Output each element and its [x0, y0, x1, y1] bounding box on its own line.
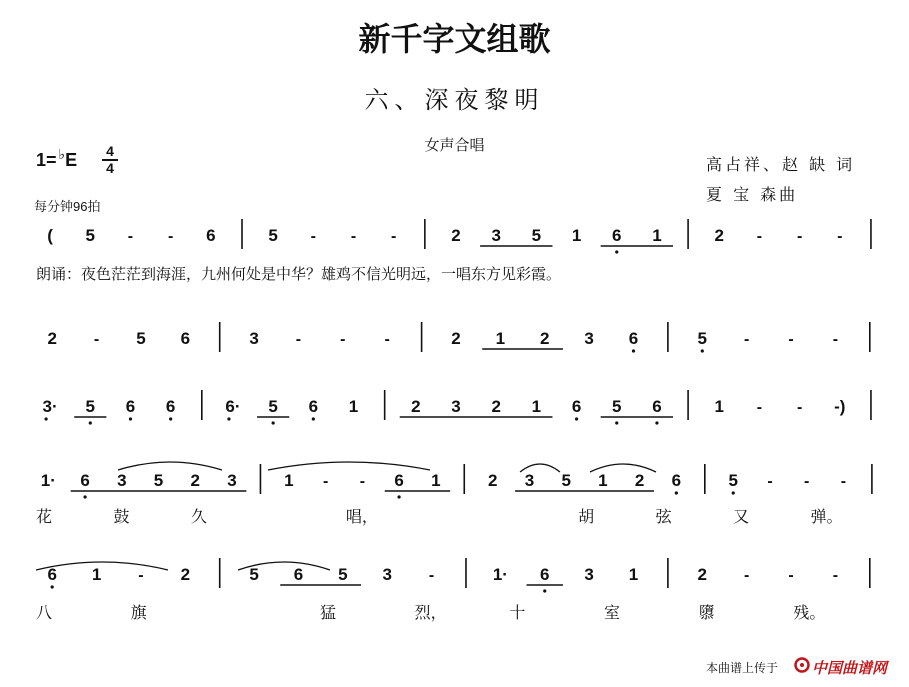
- dash-mark: -: [138, 567, 144, 584]
- note: 2: [451, 226, 461, 245]
- dash-mark: -: [391, 228, 397, 245]
- flat-sign: ♭: [58, 146, 66, 162]
- dash-mark: -: [322, 473, 329, 490]
- tempo-marking: 每分钟96拍: [34, 199, 101, 214]
- lyric-syllable: 十: [509, 603, 526, 622]
- note: (: [47, 226, 53, 245]
- note: 3: [451, 397, 461, 416]
- dash-mark: -: [340, 331, 346, 348]
- dash-mark: -: [837, 228, 843, 245]
- lyricist-credit: 高占祥、赵 缺 词: [706, 155, 856, 174]
- dash-mark: -: [359, 473, 366, 490]
- low-octave-dot: [615, 421, 618, 424]
- note: 2: [487, 471, 498, 490]
- low-octave-dot: [543, 589, 546, 592]
- lyric-syllable: 花: [36, 507, 53, 526]
- note: 2: [634, 471, 645, 490]
- dash-mark: -: [167, 228, 174, 245]
- note: 5: [561, 471, 571, 490]
- note: 6: [612, 226, 622, 245]
- note: 2: [180, 565, 191, 584]
- upload-note: 本曲谱上传于: [706, 661, 779, 675]
- note: 2: [190, 471, 200, 490]
- lyric-syllable: 旗: [130, 603, 147, 622]
- note: 5: [85, 397, 96, 416]
- note: 6: [571, 397, 582, 416]
- dash-mark: -: [743, 331, 750, 348]
- note: 2: [411, 397, 421, 416]
- note: 2: [540, 329, 550, 348]
- lyric-syllable: 室: [604, 603, 621, 622]
- narration-text: 朗诵：夜色茫茫到海涯，九州何处是中华？雄鸡不信光明远，一唱东方见彩霞。: [36, 265, 562, 283]
- lyric-syllable: 隳: [698, 603, 715, 622]
- lyric-syllable: 弹。: [810, 507, 843, 526]
- dash-mark: -: [796, 228, 803, 245]
- note: 2: [451, 329, 461, 348]
- note: -): [834, 397, 846, 416]
- dash-mark: -: [832, 567, 839, 584]
- dash-mark: -: [310, 228, 316, 245]
- note: 5: [249, 565, 259, 584]
- dash-mark: -: [788, 567, 794, 584]
- lyric-syllable: 唱，: [345, 507, 378, 526]
- note: 6: [47, 565, 57, 584]
- dash-mark: -: [756, 399, 763, 416]
- low-octave-dot: [655, 421, 658, 424]
- note: 3: [249, 329, 259, 348]
- dash-mark: -: [127, 228, 134, 245]
- time-bottom: 4: [106, 160, 114, 176]
- note: 1·: [40, 471, 56, 490]
- dash-mark: -: [350, 228, 357, 245]
- note: 1: [531, 397, 542, 416]
- lyric-syllable: 胡: [578, 507, 595, 526]
- dash-mark: -: [756, 228, 763, 245]
- note: 5: [153, 471, 164, 490]
- note: 6: [540, 565, 550, 584]
- note: 6: [628, 329, 639, 348]
- note: 6: [165, 397, 176, 416]
- lyric-syllable: 烈，: [414, 603, 447, 622]
- site-brand: 中国曲谱网: [812, 660, 888, 677]
- note: 3: [382, 565, 392, 584]
- low-octave-dot: [272, 421, 275, 424]
- note: 6: [308, 397, 319, 416]
- site-logo-icon: [794, 657, 810, 673]
- dash-mark: -: [428, 567, 435, 584]
- note: 5: [85, 226, 96, 245]
- lyric-syllable: 又: [733, 507, 750, 526]
- note: 3: [584, 329, 594, 348]
- note: 6: [652, 397, 662, 416]
- note: 5: [612, 397, 622, 416]
- slur-arc: [118, 462, 222, 470]
- low-octave-dot: [615, 250, 618, 253]
- composer-credit: 夏 宝 森曲: [706, 185, 799, 204]
- dash-mark: -: [832, 331, 839, 348]
- note: 3: [584, 565, 594, 584]
- note: 2: [491, 397, 501, 416]
- note: 1: [571, 226, 582, 245]
- note: 6: [125, 397, 136, 416]
- low-octave-dot: [83, 495, 86, 498]
- low-octave-dot: [675, 491, 678, 494]
- low-octave-dot: [51, 585, 54, 588]
- note: 6: [180, 329, 191, 348]
- note: 3: [117, 471, 127, 490]
- low-octave-dot: [44, 417, 47, 420]
- note: 5: [338, 565, 348, 584]
- dash-mark: -: [796, 399, 803, 416]
- note: 6: [394, 471, 404, 490]
- low-octave-dot: [89, 421, 92, 424]
- note: 1: [598, 471, 608, 490]
- low-octave-dot: [732, 491, 735, 494]
- slur-arc: [268, 462, 430, 470]
- note: 1·: [492, 565, 508, 584]
- dash-mark: -: [295, 331, 302, 348]
- low-octave-dot: [169, 417, 172, 420]
- dash-mark: -: [804, 473, 810, 490]
- note: 1: [284, 471, 294, 490]
- key-note: E: [65, 150, 78, 170]
- low-octave-dot: [632, 349, 635, 352]
- note: 5: [531, 226, 542, 245]
- page-title: 新千字文组歌: [358, 20, 551, 58]
- lyric-syllable: 八: [36, 603, 53, 622]
- note: 3: [227, 471, 237, 490]
- dash-mark: -: [788, 331, 794, 348]
- note: 3: [524, 471, 535, 490]
- key-prefix: 1=: [36, 150, 57, 170]
- note: 3·: [42, 397, 58, 416]
- song-subtitle: 六、深夜黎明: [364, 86, 545, 114]
- note: 5: [268, 397, 278, 416]
- lyric-syllable: 残。: [793, 603, 826, 622]
- dash-mark: -: [93, 331, 100, 348]
- genre-label: 女声合唱: [424, 136, 485, 154]
- note: 1: [652, 226, 662, 245]
- low-octave-dot: [129, 417, 132, 420]
- note: 1: [348, 397, 359, 416]
- lyric-syllable: 久: [190, 507, 207, 526]
- dash-mark: -: [840, 473, 847, 490]
- note: 1: [714, 397, 724, 416]
- note: 1: [495, 329, 506, 348]
- note: 1: [91, 565, 102, 584]
- note: 1: [431, 471, 441, 490]
- note: 2: [714, 226, 724, 245]
- lyric-syllable: 弦: [655, 507, 672, 526]
- lyric-syllable: 鼓: [113, 507, 130, 526]
- note: 2: [697, 565, 708, 584]
- time-top: 4: [106, 143, 114, 159]
- low-octave-dot: [397, 495, 400, 498]
- note: 6: [206, 226, 216, 245]
- note: 6: [80, 471, 90, 490]
- low-octave-dot: [312, 417, 315, 420]
- note: 5: [697, 329, 708, 348]
- low-octave-dot: [701, 349, 704, 352]
- dash-mark: -: [767, 473, 773, 490]
- note: 5: [136, 329, 146, 348]
- low-octave-dot: [227, 417, 230, 420]
- note: 2: [47, 329, 57, 348]
- note: 1: [628, 565, 639, 584]
- note: 6: [293, 565, 304, 584]
- note: 3: [491, 226, 501, 245]
- lyric-syllable: 猛: [320, 603, 337, 622]
- low-octave-dot: [575, 417, 578, 420]
- note: 6: [671, 471, 682, 490]
- dash-mark: -: [743, 567, 750, 584]
- note: 6·: [225, 397, 241, 416]
- dash-mark: -: [384, 331, 390, 348]
- note: 5: [728, 471, 739, 490]
- note: 5: [268, 226, 278, 245]
